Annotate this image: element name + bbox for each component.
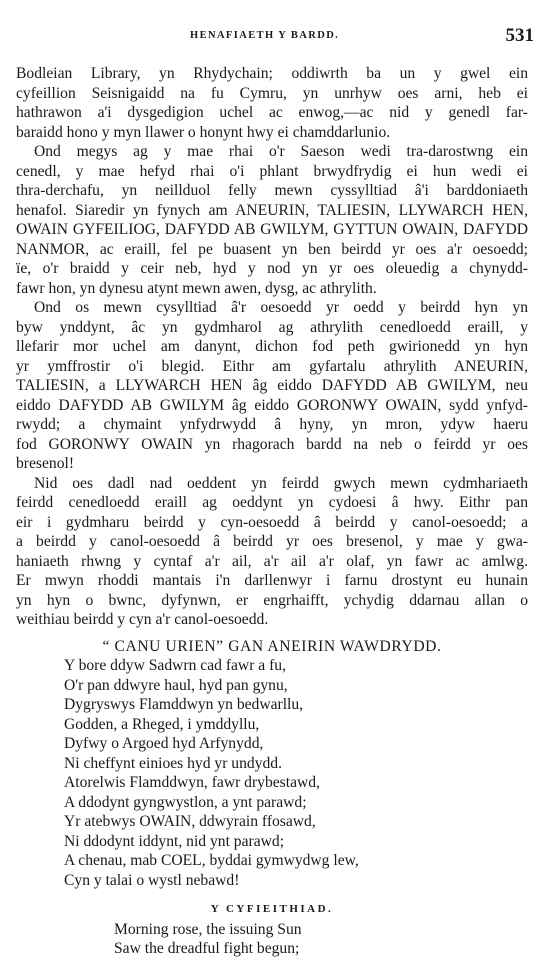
- text-line: TALIESIN, a LLYWARCH HEN âg eiddo DAFYDD AB GWILYM, neu: [16, 377, 528, 394]
- verse-line: Atorelwis Flamddwyn, fawr drybestawd,: [64, 774, 320, 791]
- text-line: cyfeillion Seisnigaidd na fu Cymru, yn unrhyw oes arni, heb ei: [16, 84, 528, 102]
- text-line: Nid oes dadl nad oeddent yn feirdd gwych mewn cydmhariaeth: [34, 474, 528, 492]
- body-text: [16, 64, 528, 959]
- text-line: NANMOR, ac eraill, fel pe buasent yn ben beirdd yr oes a'r oesoedd;: [16, 240, 528, 258]
- text-line: eiddo DAFYDD AB GWILYM âg eiddo GORONWY OWAIN, sydd ynfyd-: [16, 396, 528, 414]
- verse-line: A chenau, mab COEL, byddai gymwydwg lew,: [64, 852, 359, 869]
- text-line: eir i gydmharu beirdd y cyn-oesoedd â beirdd y canol-oesoedd; a: [16, 513, 528, 531]
- translation-block: [16, 920, 528, 959]
- verse-line: A ddodynt gyngwystlon, a ynt parawd;: [64, 793, 307, 811]
- text-line: haniaeth rhwng y cyntaf a'r ail, a'r ail a'r olaf, yn fawr ac amlwg.: [16, 552, 528, 570]
- text-line: cenedl, y mae hefyd rhai o'i phlant brwydfrydig ei hun wedi ei: [16, 162, 528, 180]
- text-line: henafol. Siaredir yn fynych am ANEURIN, TALIESIN, LLYWARCH HEN,: [16, 201, 528, 219]
- text-line: hathrawon a'i dysgedigion uchel ac enwog,—ac nid y genedl far-: [16, 104, 528, 121]
- text-line: ïe, o'r braidd y ceir neb, hyd y nod yn yr oes oleuedig a chynydd-: [16, 260, 528, 277]
- text-line: byw ynddynt, âc yn gydmharol ag athrylith cenedloedd eraill, y: [16, 318, 528, 336]
- text-line: Er mwyn rhoddi mantais i'n darllenwyr i farnu drostynt eu hunain: [16, 572, 528, 589]
- page-number: 531: [505, 25, 534, 46]
- translation-heading: Y CYFIEITHIAD.: [210, 903, 334, 915]
- verse-line: Dyfwy o Argoed hyd Arfynydd,: [64, 735, 264, 752]
- text-line: llefarir mor uchel am danynt, dichon fod peth gwirionedd yn hyn: [16, 338, 528, 355]
- translation-line: Morning rose, the issuing Sun: [114, 920, 302, 938]
- verse-line: Cyn y talai o wystl nebawd!: [64, 871, 240, 889]
- verse-line: Y bore ddyw Sadwrn cad fawr a fu,: [64, 657, 286, 674]
- text-line: fod GORONWY OWAIN yn rhagorach bardd na neb o feirdd yr oes: [16, 435, 528, 453]
- text-line: rwydd; a chymaint ynfydrwydd â hyny, yn mron, ydyw haeru: [16, 416, 528, 433]
- verse-line: O'r pan ddwyre haul, hyd pan gynu,: [64, 676, 288, 694]
- verse-line: Dygryswys Flamddwyn yn bedwarllu,: [64, 696, 304, 713]
- text-line: bresenol!: [16, 455, 75, 472]
- verse-line: Godden, a Rheged, i ymddyllu,: [64, 715, 260, 733]
- text-line: Bodleian Library, yn Rhydychain; oddiwrth ba un y gwel ein: [16, 65, 528, 82]
- text-line: baraidd hono y myn llawer o honynt hwy ei chamddarlunio.: [16, 123, 391, 141]
- text-line: weithiau beirdd y cyn a'r canol-oesoedd.: [16, 611, 269, 628]
- poem-title: “ CANU URIEN” GAN ANEIRIN WAWDRYDD.: [102, 637, 442, 655]
- text-line: yr ymffrostir o'i blegid. Eithr am gyfartalu athrylith ANEURIN,: [16, 357, 528, 375]
- verse-block: [16, 656, 528, 890]
- page-header: [190, 25, 534, 47]
- translation-line: Saw the dreadful fight begun;: [114, 940, 300, 957]
- text-line: yn hyn o bwnc, dyfynwn, er engrhaifft, ychydig ddarnau allan o: [16, 591, 528, 609]
- verse-line: Ni cheffynt einioes hyd yr undydd.: [64, 754, 282, 772]
- text-line: Ond os mewn cysylltiad â'r oesoedd yr oedd y beirdd hyn yn: [34, 299, 528, 316]
- text-line: fawr hon, yn dynesu atynt mewn awen, dysg, ac athrylith.: [16, 279, 377, 297]
- text-line: thra-derchafu, yn neillduol felly mewn cyssylltiad â'i barddoniaeth: [16, 182, 528, 199]
- prose-block: [16, 64, 528, 630]
- text-line: OWAIN GYFEILIOG, DAFYDD AB GWILYM, GYTTUN OWAIN, DAFYDD: [16, 221, 528, 238]
- running-head: HENAFIAETH Y BARDD.: [190, 30, 340, 41]
- verse-line: Ni ddodynt iddynt, nid ynt parawd;: [64, 832, 285, 850]
- text-line: feirdd cenedloedd eraill ag oeddynt yn cydoesi â hwy. Eithr pan: [16, 494, 528, 511]
- verse-line: Yr atebwys OWAIN, ddwyrain ffosawd,: [64, 813, 316, 830]
- text-line: Ond megys ag y mae rhai o'r Saeson wedi tra-darostwng ein: [34, 143, 528, 160]
- text-line: a beirdd y canol-oesoedd â beirdd yr oes bresenol, y mae y gwa-: [16, 533, 528, 550]
